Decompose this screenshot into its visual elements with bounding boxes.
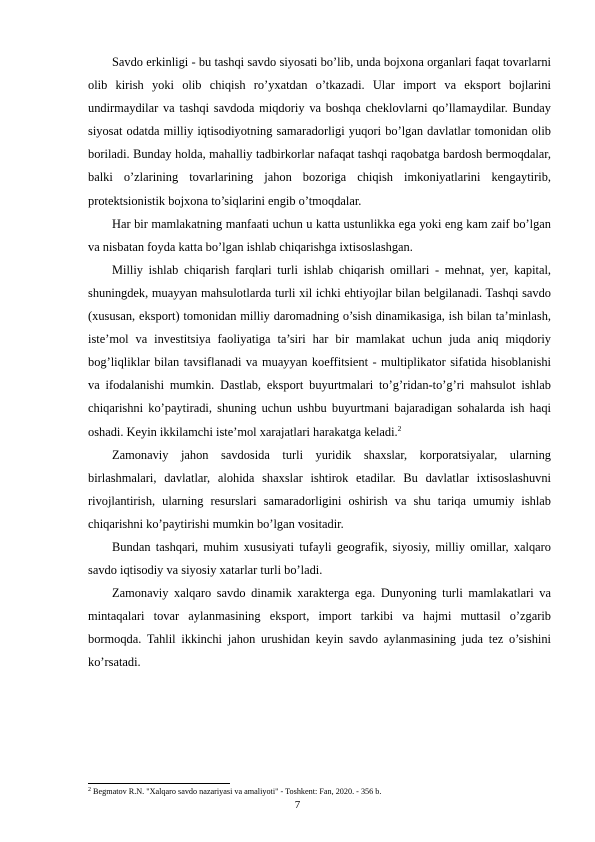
- paragraph-trade-freedom: Savdo erkinligi - bu tashqi savdo siyosati bo’lib, unda bojxona organlari faqat tovarlarni olib kirish yoki olib chiqish ro’yxatdan o’tkazadi. Ular import va eksport bojlarini undirmaydilar va tashqi savdoda miqdoriy va boshqa cheklovlarni qo’llamaydilar. Bunday siyosat odatda milliy iqtisodiyotning samaradorligi yuqori bo’lgan davlatlar tomonidan olib boriladi. Bunday holda, mahalliy tadbirkorlar nafaqat tashqi raqobatga bardosh bermoqdalar, balki o’zlarining tovarlarining jahon bozoriga chiqish imkoniyatlarini kengaytirib, protektsionistik bojxona to’siqlarini engib o’tmoqdalar.: [88, 55, 551, 208]
- paragraph-world-trade-participants: Zamonaviy jahon savdosida turli yuridik shaxslar, korporatsiyalar, ularning birlashmalari, davlatlar, alohida shaxslar ishtirok etadilar. Bu davlatlar ixtisoslashuvni rivojlantirish, ularning resurslari samaradorligini oshirish va shu tariqa umumiy ishlab chiqarishni ko’paytirishi mumkin bo’lgan vositadir.: [88, 447, 551, 531]
- footnote-text: Begmatov R.N. "Xalqaro savdo nazariyasi va amaliyoti" - Toshkent: Fan, 2020. - 356 b.: [91, 787, 382, 796]
- paragraph-dynamics: Zamonaviy xalqaro savdo dinamik xarakterga ega. Dunyoning turli mamlakatlari va mintaqalari tovar aylanmasining eksport, import tarkibi va hajmi muttasil o’zgarib bormoqda. Tahlil ikkinchi jahon urushidan keyin savdo aylanmasining juda tez o’sishini ko’rsatadi.: [88, 586, 551, 670]
- footnote-divider: [88, 783, 230, 784]
- page-number: 7: [294, 799, 301, 811]
- footnote: [88, 786, 551, 797]
- paragraph-production-factors-text: Milliy ishlab chiqarish farqlari turli ishlab chiqarish omillari - mehnat, yer, kapital, shuningdek, muayyan mahsulotlarda turli xil ichki ehtiyojlar bilan belgilanadi. Tashqi savdo (xususan, eksport) tomonidan milliy daromadning o’sish dinamikasiga, ish bilan ta’minlash, iste’mol va investitsiya faoliyatiga ta’siri har bir mamlakat uchun juda aniq miqdoriy bog’liqliklar bilan tavsiflanadi va muayyan koeffitsient - multiplikator sifatida hisoblanishi va ifodalanishi mumkin. Dastlab, eksport buyurtmalari to’g’ridan-to’g’ri mahsulot ishlab chiqarishni ko’paytiradi, shuning uchun ushbu buyurtmani bajaradigan sohalarda ish haqi oshadi. Keyin ikkilamchi iste’mol xarajatlari harakatga keladi.: [88, 262, 551, 439]
- footnote-reference[interactable]: 2: [397, 423, 402, 433]
- paragraph-production-factors: [88, 259, 551, 444]
- paragraph-specialization: Har bir mamlakatning manfaati uchun u katta ustunlikka ega yoki eng kam zaif bo’lgan va nisbatan foyda katta bo’lgan ishlab chiqarishga ixtisoslashgan.: [88, 216, 551, 254]
- footnote-marker: 2: [88, 787, 91, 793]
- paragraph-risks: Bundan tashqari, muhim xususiyati tufayli geografik, siyosiy, milliy omillar, xalqaro savdo iqtisodiy va siyosiy xatarlar turli bo’ladi.: [88, 539, 551, 578]
- page-body: [88, 51, 551, 675]
